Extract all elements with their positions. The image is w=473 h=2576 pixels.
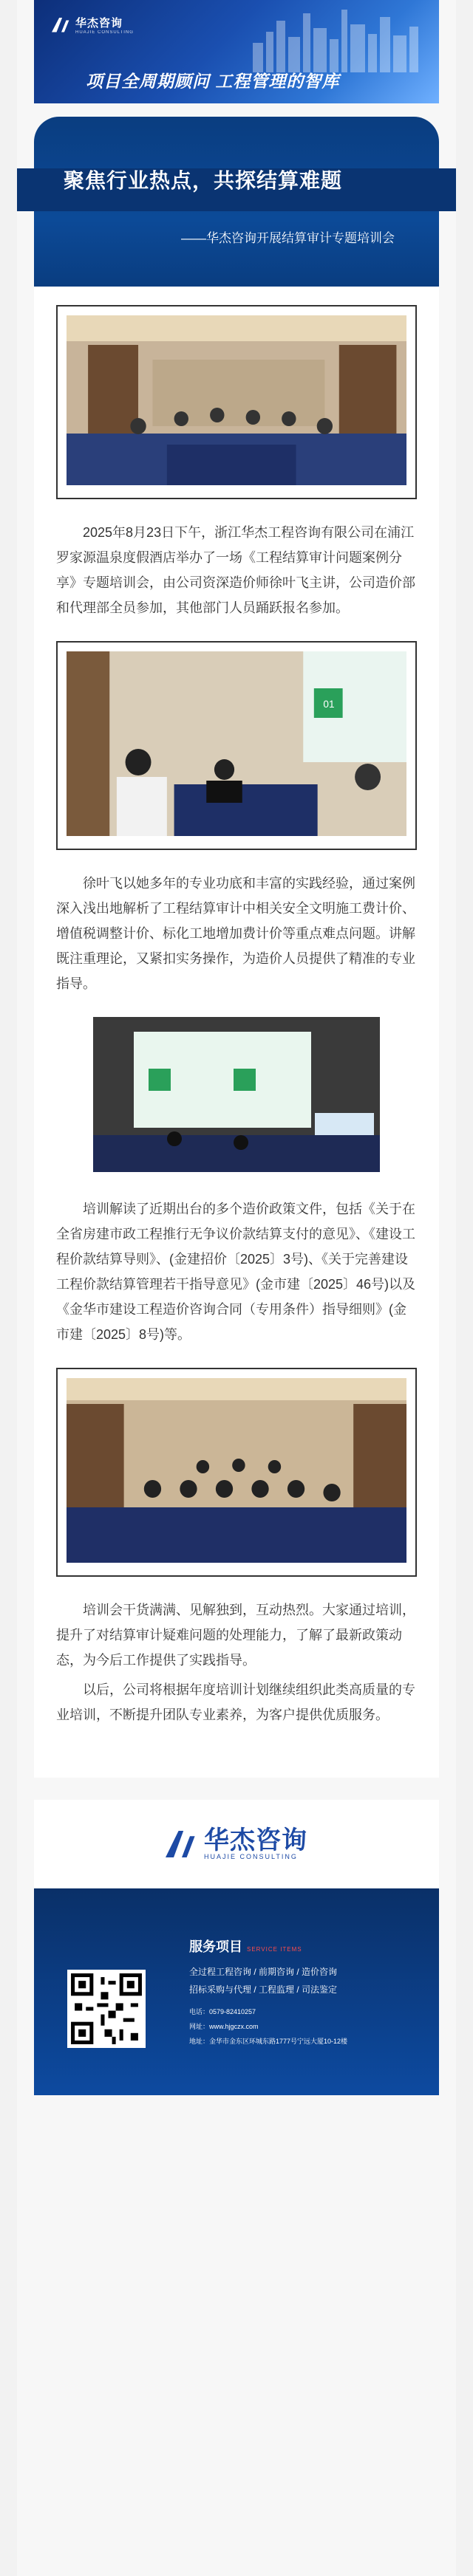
services-row-2: 招标采购与代理 / 工程监理 / 司法鉴定 — [189, 1984, 338, 1995]
services-block — [189, 1936, 347, 2049]
header-logo — [52, 15, 134, 35]
photo-meeting-room — [56, 305, 417, 499]
slogan: 项目全周期顾问 工程管理的智库 — [86, 72, 340, 91]
article-title: 聚焦行业热点，共探结算难题 — [64, 169, 343, 192]
paragraph-5: 以后，公司将根据年度培训计划继续组织此类高质量的专业培训，不断提升团队专业素养，为客户提供优质服务。 — [56, 1682, 415, 1722]
photo-audience — [56, 1368, 417, 1577]
photo-speaker — [56, 641, 417, 850]
paragraph-1: 2025年8月23日下午，浙江华杰工程咨询有限公司在浦江罗家源温泉度假酒店举办了一场《工程结算审计问题案例分享》专题培训会，由公司资深造价师徐叶飞主讲，公司造价部和代理部全员参加，其他部门人员踊跃报名参加。 — [56, 525, 415, 615]
article-content — [34, 287, 439, 1778]
footer-info — [34, 1888, 439, 2095]
city-skyline-icon — [245, 6, 430, 72]
svg-text:01: 01 — [323, 698, 335, 710]
paragraph-3: 培训解读了近期出台的多个造价政策文件，包括《关于在全省房建市政工程推行无争议价款结算支付的意见》、《建设工程价款结算导则》、(金建招价〔2025〕3号)、《关于完善建设工程价款结算管理若干指导意见》(金市建〔2025〕46号)以及《金华市建设工程造价咨询合同（专用条件）指导细则》(金市建〔2025〕8号)等。 — [56, 1202, 416, 1342]
services-title-en: SERVICE ITEMS — [247, 1946, 302, 1953]
page — [17, 0, 456, 2576]
services-row-1: 全过程工程咨询 / 前期咨询 / 造价咨询 — [189, 1967, 338, 1977]
article-subtitle: ——华杰咨询开展结算审计专题培训会 — [181, 231, 395, 245]
photo-presentation — [93, 1017, 380, 1176]
header-banner — [34, 0, 439, 103]
logo-text: 华杰咨询 — [75, 17, 123, 30]
paragraph-2: 徐叶飞以她多年的专业功底和丰富的实践经验，通过案例深入浅出地解析了工程结算审计中相关安全文明施工费计价、增值税调整计价、标化工地增加费计价等重点难点问题。讲解既注重理论，又紧扣实务操作，为造价人员提供了精准的专业指导。 — [56, 876, 415, 991]
logo-subtext: HUAJIE CONSULTING — [75, 30, 134, 35]
speaker-image — [67, 651, 406, 836]
contact-info — [189, 2004, 347, 2049]
footer-brand-name: 华杰咨询 — [204, 1826, 307, 1854]
audience-image — [67, 1378, 406, 1563]
contact-address: 地址：金华市金东区环城东路1777号宁远大厦10-12楼 — [189, 2038, 348, 2045]
footer-brand — [34, 1800, 439, 1888]
title-block — [34, 117, 439, 287]
brand-logo-icon — [166, 1831, 198, 1857]
qr-code-icon — [67, 1970, 146, 2048]
logo-icon — [52, 18, 71, 32]
contact-phone: 电话：0579-82410257 — [189, 2008, 256, 2015]
services-title: 服务项目 SERVICE ITEMS — [189, 1939, 302, 1954]
footer — [34, 1800, 439, 2095]
paragraph-4: 培训会干货满满、见解独到，互动热烈。大家通过培训，提升了对结算审计疑难问题的处理能力，了解了最新政策动态，为今后工作提供了实践指导。 — [56, 1603, 415, 1668]
presentation-image — [93, 1017, 380, 1172]
contact-web: 网址：www.hjgczx.com — [189, 2023, 259, 2030]
footer-brand-sub: HUAJIE CONSULTING — [204, 1853, 298, 1860]
meeting-room-image — [67, 315, 406, 485]
